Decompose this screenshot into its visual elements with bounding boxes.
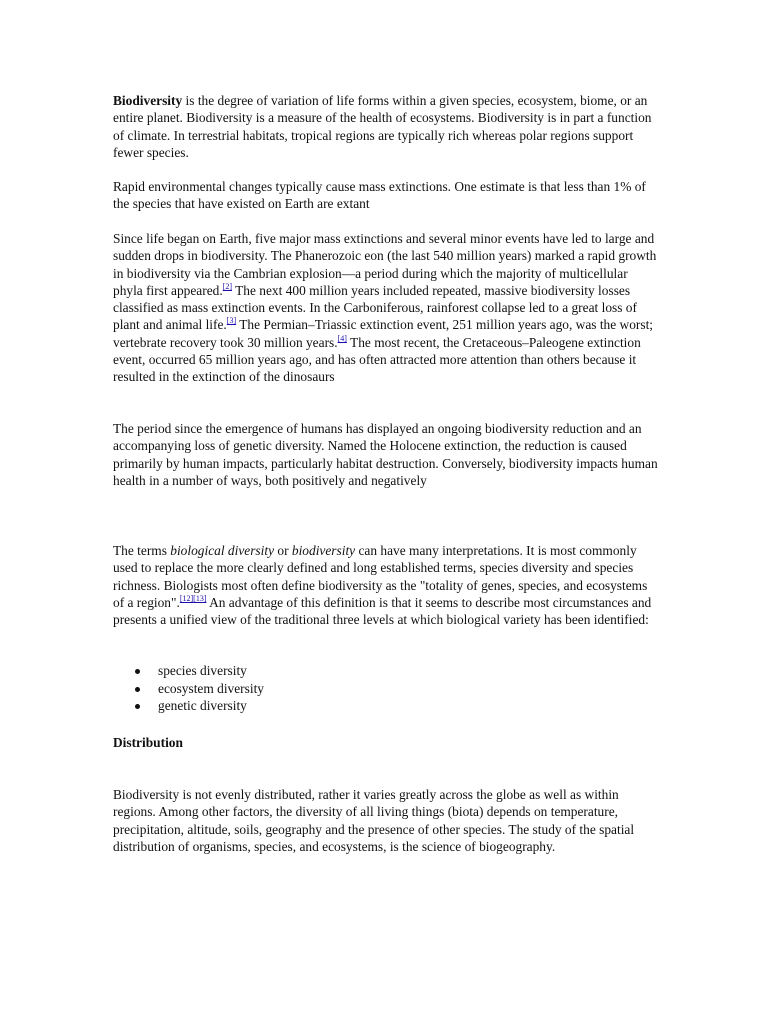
extinction-estimate-paragraph: Rapid environmental changes typically cause mass extinctions. One estimate is that less than 1% of the species that have existed on Earth are extant xyxy=(113,179,646,212)
definition-text-1: The terms xyxy=(113,543,171,558)
citation-link-4[interactable]: [4] xyxy=(337,333,347,343)
definition-text-4: An advantage of this definition is that it seems to describe most circumstances and presents a unified view of the traditional three levels at which biological variety has been identified: xyxy=(113,594,652,628)
list-item xyxy=(113,662,264,680)
mass-extinctions-text-4: The most recent, the Cretaceous–Paleogene extinction event, occurred 65 million years ago, and has often attracted more attention than others because it resulted in the extinction of the dinosaurs xyxy=(113,334,641,385)
mass-extinctions-text-1: Since life began on Earth, five major mass extinctions and several minor events have led to large and sudden drops in biodiversity. The Phanerozoic eon (the last 540 million years) marked a rapid growth in biodiversity via the Cambrian explosion—a period during which the majority of multicellular phyla first appeared. xyxy=(113,231,657,298)
holocene-paragraph: The period since the emergence of humans has displayed an ongoing biodiversity reduction and an accompanying loss of genetic diversity. Named the Holocene extinction, the reduction is caused primarily by human impacts, particularly habitat destruction. Conversely, biodiversity impacts human health in a number of ways, both positively and negatively xyxy=(113,421,658,488)
bullet-icon xyxy=(135,669,140,674)
biodiversity-term: Biodiversity xyxy=(113,93,183,108)
intro-text: is the degree of variation of life forms within a given species, ecosystem, biome, or an entire planet. Biodiversity is a measure of the health of ecosystems. Biodiversity is in part a function of climate. In terrestrial habitats, tropical regions are typically rich whereas polar regions support fewer species. xyxy=(113,93,652,160)
definition-paragraph xyxy=(113,542,658,628)
list-item-label: species diversity xyxy=(158,663,247,678)
intro-paragraph xyxy=(113,92,658,161)
citation-link-3[interactable]: [3] xyxy=(226,316,237,326)
citation-link-13[interactable]: [13] xyxy=(193,593,207,603)
bullet-icon xyxy=(135,687,140,692)
list-item-label: ecosystem diversity xyxy=(158,680,264,696)
bullet-icon xyxy=(135,704,140,709)
term-biological-diversity: biological diversity xyxy=(170,543,275,558)
definition-text-3: can have many interpretations. It is most commonly used to replace the more clearly defined and long established terms, species diversity and species richness. Biologists most often define biodiversity as the "totality of genes, species, and ecosystems of a region". xyxy=(113,543,648,610)
citation-link-12[interactable]: [12] xyxy=(179,593,194,603)
distribution-paragraph: Biodiversity is not evenly distributed, rather it varies greatly across the globe as well as within regions. Among other factors, the diversity of all living things (biota) depends on temperature, precipitation, altitude, soils, geography and the presence of other species. The study of the spatial distribution of organisms, species, and ecosystems, is the science of biogeography. xyxy=(113,787,635,854)
term-biodiversity: biodiversity xyxy=(291,543,356,558)
distribution-heading: Distribution xyxy=(113,735,183,750)
list-item xyxy=(113,697,264,715)
definition-text-2: or xyxy=(274,543,292,558)
mass-extinctions-text-2: The next 400 million years included repeated, massive biodiversity losses classified as mass extinction events. In the Carboniferous, rainforest collapse led to a great loss of plant and animal life. xyxy=(113,282,637,333)
diversity-levels-list xyxy=(113,662,264,715)
citation-link-2[interactable]: [2] xyxy=(222,281,233,291)
mass-extinctions-text-3: The Permian–Triassic extinction event, 251 million years ago, was the worst; vertebrate recovery took 30 million years. xyxy=(113,317,654,350)
list-item-label: genetic diversity xyxy=(158,698,247,713)
list-item xyxy=(113,680,264,698)
mass-extinctions-paragraph xyxy=(113,230,658,386)
